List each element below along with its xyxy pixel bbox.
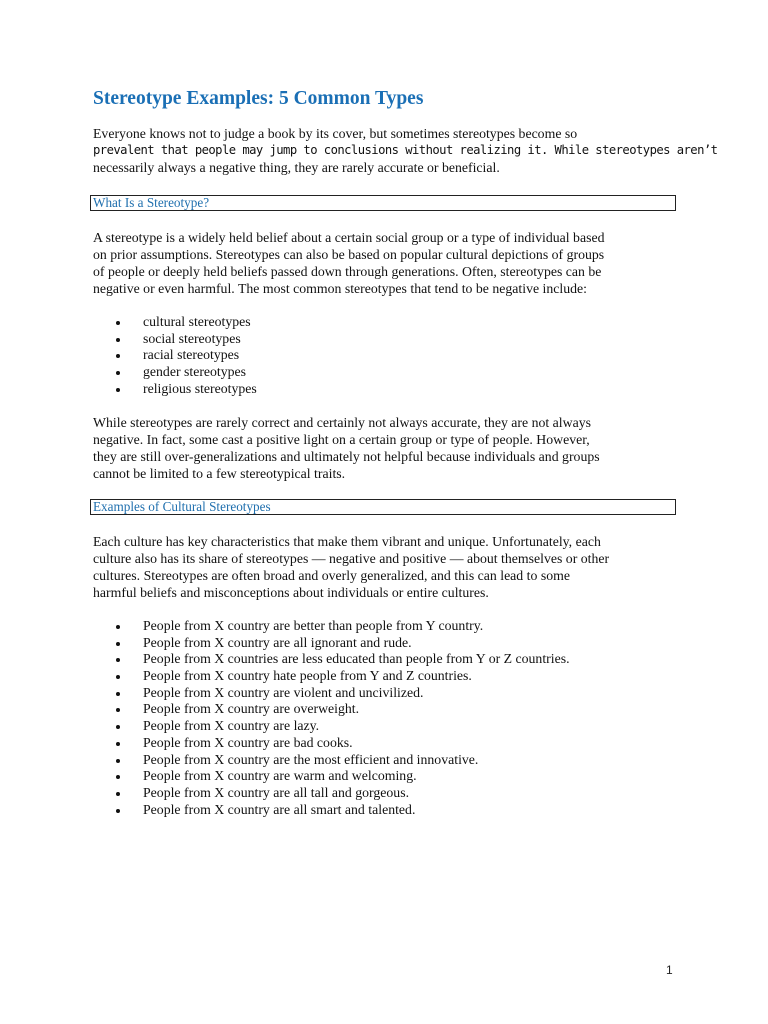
bullet-icon [116,759,120,763]
bullet-icon [116,725,120,729]
bullet-icon [116,809,120,813]
paragraph-line: on prior assumptions. Stereotypes can also be based on popular cultural depictions of groups [93,247,605,262]
section-heading-box [90,195,676,211]
bullet-icon [116,775,120,779]
page-number: 1 [666,963,673,977]
bullet-icon [116,792,120,796]
paragraph-line: cultures. Stereotypes are often broad and overly generalized, and this can lead to some [93,568,570,583]
bullet-icon [116,708,120,712]
bullet-icon [116,388,120,392]
bullet-icon [116,692,120,696]
bullet-icon [116,625,120,629]
definition-paragraph [93,229,713,297]
paragraph-line: harmful beliefs and misconceptions about individuals or entire cultures. [93,585,489,600]
intro-paragraph [93,125,718,176]
document-page: Stereotype Examples: 5 Common Types Everyone knows not to judge a book by its cover, but sometimes stereotypes become so prevalent that people may jump to conclusions without realizing it. While stereotypes aren’t necessarily always a negative thing, they are rarely accurate or beneficial. What Is a Stereotype? A stereotype is a widely held belief about a certain social group or a type of individual based on prior assumptions. Stereotypes can also be based on popular cultural depictions of groups of people or deeply held beliefs passed down through generations. Often, stereotypes can be negative or even harmful. The most common stereotypes that tend to be negative include: cultural stereotypes social stereotypes racial stereotypes gender stereotypes religious stereotypes While stereotypes are rarely correct and certainly not always accurate, they are not always negative. In fact, some cast a positive light on a certain group or type of people. However, they are still over-generalizations and ultimately not helpful because individuals and groups cannot be limited to a few stereotypical traits. Examples of Cultural Stereotypes Each culture has key characteristics that make them vibrant and unique. Unfortunately, each culture also has its share of stereotypes — negative and positive — about themselves or other cultures. Stereotypes are often broad and overly generalized, and this can lead to some harmful beliefs and misconceptions about individuals or entire cultures. People from X country are better than people from Y country. People from X country are all ignorant and rude. People from X countries are less educated than people from Y or Z countries. People from X country hate people from Y and Z countries. People from X country are violent and uncivilized. People from X country are overweight. People from X country are lazy. People from X country are bad cooks. People from X country are the most efficient and innovative. People from X country are warm and welcoming. People from X country are all tall and gorgeous. People from X country are all smart and talented. 1 [0,0,768,1024]
bullet-icon [116,371,120,375]
bullet-icon [116,742,120,746]
cultural-paragraph [93,533,713,601]
paragraph-line: A stereotype is a widely held belief about a certain social group or a type of individual based [93,230,605,245]
paragraph-line: they are still over-generalizations and ultimately not helpful because individuals and groups [93,449,600,464]
bullet-icon [116,675,120,679]
bullet-icon [116,658,120,662]
paragraph-line: negative or even harmful. The most common stereotypes that tend to be negative include: [93,281,587,296]
bullet-icon [116,321,120,325]
paragraph-line: Each culture has key characteristics that make them vibrant and unique. Unfortunately, each [93,534,601,549]
document-title: Stereotype Examples: 5 Common Types [93,88,424,109]
intro-line: prevalent that people may jump to conclusions without realizing it. While stereotypes aren’t [93,143,718,157]
section-heading-what-is-stereotype: What Is a Stereotype? [93,195,210,210]
paragraph-line: negative. In fact, some cast a positive light on a certain group or type of people. However, [93,432,590,447]
intro-line: necessarily always a negative thing, they are rarely accurate or beneficial. [93,160,500,175]
bullet-icon [116,338,120,342]
paragraph-line: While stereotypes are rarely correct and certainly not always accurate, they are not always [93,415,591,430]
intro-line: Everyone knows not to judge a book by its cover, but sometimes stereotypes become so [93,126,578,141]
bullet-icon [116,642,120,646]
section-heading-cultural-stereotypes: Examples of Cultural Stereotypes [93,499,271,514]
paragraph-line: cannot be limited to a few stereotypical traits. [93,466,346,481]
bullet-icon [116,354,120,358]
positive-negative-paragraph [93,414,713,482]
paragraph-line: culture also has its share of stereotypes — negative and positive — about themselves or other [93,551,610,566]
paragraph-line: of people or deeply held beliefs passed down through generations. Often, stereotypes can be [93,264,602,279]
section-heading-box [90,499,676,515]
